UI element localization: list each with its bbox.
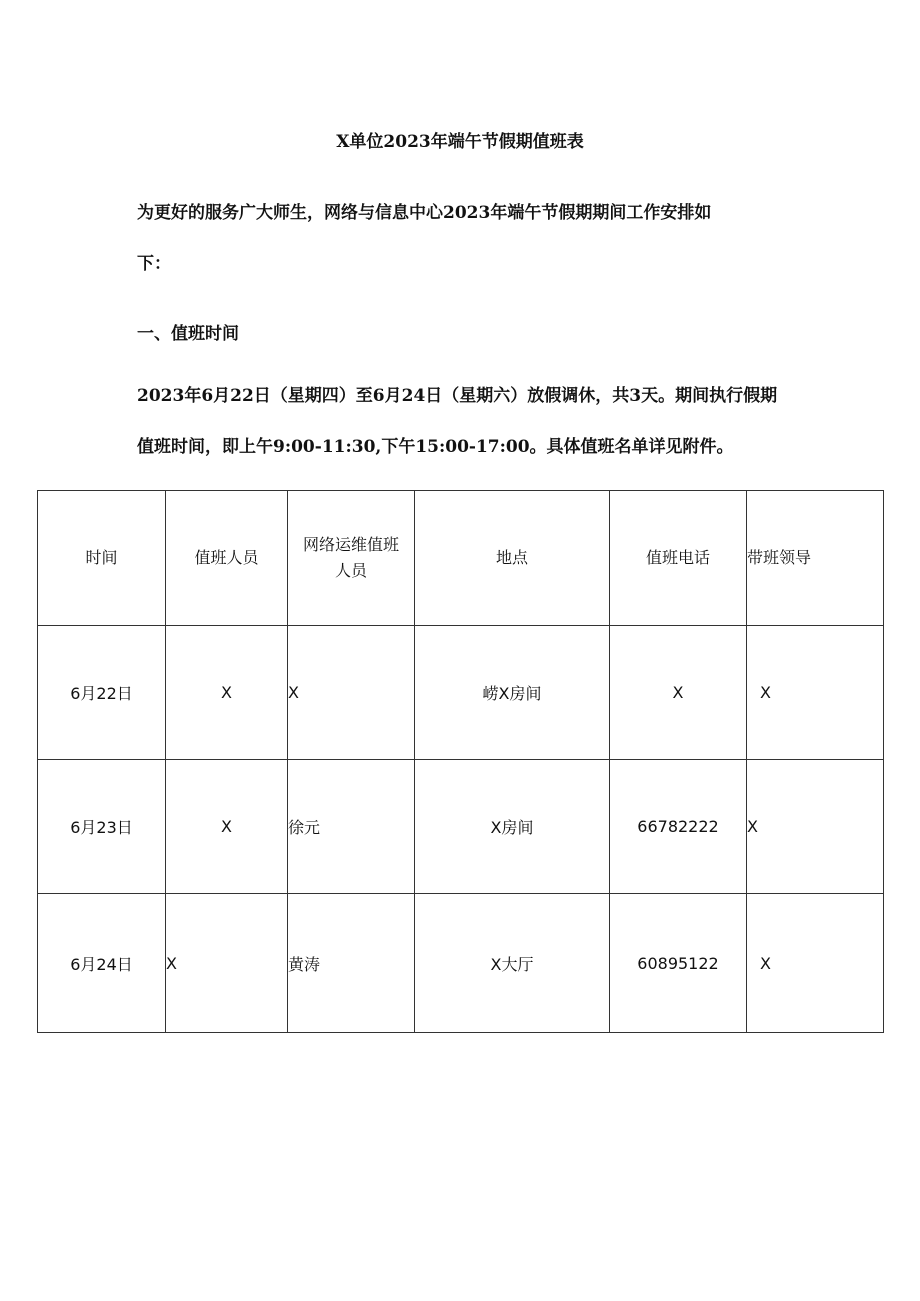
- cell-staff: X: [166, 760, 288, 894]
- header-cell-staff: 值班人员: [166, 491, 288, 626]
- table-header-row: [38, 491, 884, 626]
- cell-leader: X: [747, 760, 884, 894]
- header-cell-location: 地点: [415, 491, 610, 626]
- cell-network-staff: X: [288, 626, 415, 760]
- table-row: [38, 626, 884, 760]
- cell-location: X房间: [415, 760, 610, 894]
- cell-phone: 60895122: [610, 894, 747, 1033]
- cell-leader: X: [747, 894, 884, 1033]
- duty-time-line-2: 值班时间，即上午9:00-11:30,下午15:00-17:00。具体值班名单详见附件。: [137, 437, 734, 457]
- intro-line-1: 为更好的服务广大师生，网络与信息中心2023年端午节假期期间工作安排如: [137, 203, 712, 223]
- header-cell-phone: 值班电话: [610, 491, 747, 626]
- header-cell-time: 时间: [38, 491, 166, 626]
- header-cell-leader: 带班领导: [747, 491, 884, 626]
- intro-line-2: 下：: [137, 254, 171, 274]
- page-title: X单位2023年端午节假期值班表: [336, 132, 584, 152]
- table-row: [38, 894, 884, 1033]
- cell-network-staff: 黄涛: [288, 894, 415, 1033]
- header-cell-network-staff: [288, 491, 415, 626]
- cell-phone: X: [610, 626, 747, 760]
- cell-network-staff: 徐元: [288, 760, 415, 894]
- cell-location: 崂X房间: [415, 626, 610, 760]
- cell-date: 6月22日: [38, 626, 166, 760]
- duty-time-line-1: 2023年6月22日（星期四）至6月24日（星期六）放假调休，共3天。期间执行假期: [137, 386, 778, 406]
- cell-leader: X: [747, 626, 884, 760]
- section-heading-duty-time: 一、值班时间: [137, 324, 239, 344]
- duty-schedule-table: [37, 490, 884, 1033]
- cell-staff: X: [166, 894, 288, 1033]
- cell-date: 6月24日: [38, 894, 166, 1033]
- cell-phone: 66782222: [610, 760, 747, 894]
- cell-staff: X: [166, 626, 288, 760]
- table-row: [38, 760, 884, 894]
- header-network-staff-label: 网络运维值班人员: [302, 535, 399, 580]
- cell-date: 6月23日: [38, 760, 166, 894]
- cell-location: X大厅: [415, 894, 610, 1033]
